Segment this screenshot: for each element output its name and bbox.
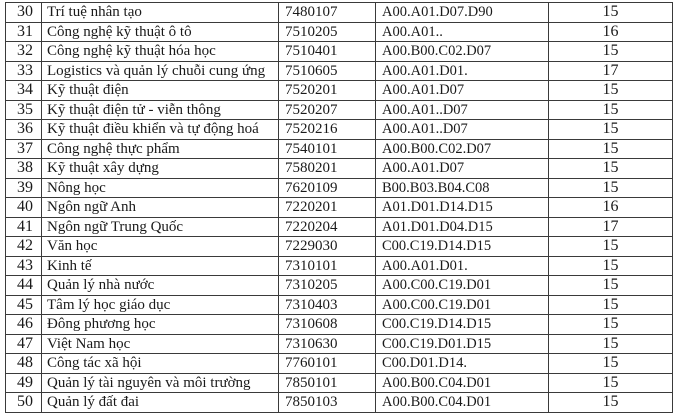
table-row [6,139,673,159]
major-code: 7310630 [279,334,376,354]
major-name: Việt Nam học [42,334,279,354]
major-code: 7850101 [279,373,376,393]
major-code: 7229030 [279,237,376,257]
table-row [6,61,673,81]
minimum-score: 15 [549,159,673,179]
row-number: 43 [6,256,42,276]
table-row [6,3,673,23]
subject-combinations: A00.A01..D07 [376,120,549,140]
minimum-score: 15 [549,373,673,393]
row-number: 32 [6,42,42,62]
minimum-score: 15 [549,100,673,120]
admission-scores-document [5,2,673,413]
subject-combinations: A00.C00.C19.D01 [376,276,549,296]
subject-combinations: A00.A01.. [376,22,549,42]
subject-combinations: A00.A01.D01. [376,61,549,81]
major-code: 7520201 [279,81,376,101]
row-number: 48 [6,354,42,374]
major-name: Quản lý đất đai [42,393,279,413]
subject-combinations: C00.D01.D14. [376,354,549,374]
major-name: Kỹ thuật điều khiển và tự động hoá [42,120,279,140]
major-code: 7580201 [279,159,376,179]
major-code: 7520216 [279,120,376,140]
row-number: 40 [6,198,42,218]
major-code: 7310403 [279,295,376,315]
row-number: 41 [6,217,42,237]
row-number: 50 [6,393,42,413]
major-code: 7310101 [279,256,376,276]
table-row [6,237,673,257]
major-code: 7620109 [279,178,376,198]
major-code: 7760101 [279,354,376,374]
table-row [6,354,673,374]
row-number: 42 [6,237,42,257]
subject-combinations: A00.C00.C19.D01 [376,295,549,315]
table-row [6,159,673,179]
row-number: 49 [6,373,42,393]
minimum-score: 15 [549,295,673,315]
subject-combinations: C00.C19.D14.D15 [376,315,549,335]
row-number: 35 [6,100,42,120]
row-number: 36 [6,120,42,140]
subject-combinations: A00.A01.D07 [376,81,549,101]
table-row [6,295,673,315]
subject-combinations: A00.A01..D07 [376,100,549,120]
minimum-score: 15 [549,81,673,101]
major-code: 7520207 [279,100,376,120]
table-row [6,100,673,120]
major-code: 7310205 [279,276,376,296]
row-number: 39 [6,178,42,198]
major-code: 7220204 [279,217,376,237]
subject-combinations: A01.D01.D04.D15 [376,217,549,237]
minimum-score: 15 [549,42,673,62]
major-name: Công nghệ kỹ thuật hóa học [42,42,279,62]
major-code: 7480107 [279,3,376,23]
row-number: 33 [6,61,42,81]
subject-combinations: B00.B03.B04.C08 [376,178,549,198]
subject-combinations: A00.A01.D07.D90 [376,3,549,23]
minimum-score: 15 [549,354,673,374]
major-name: Đông phương học [42,315,279,335]
major-name: Tâm lý học giáo dục [42,295,279,315]
major-name: Kỹ thuật xây dựng [42,159,279,179]
table-row [6,393,673,413]
minimum-score: 16 [549,22,673,42]
minimum-score: 15 [549,139,673,159]
minimum-score: 15 [549,237,673,257]
major-name: Công tác xã hội [42,354,279,374]
major-code: 7510605 [279,61,376,81]
table-row [6,373,673,393]
minimum-score: 15 [549,178,673,198]
major-code: 7310608 [279,315,376,335]
major-code: 7850103 [279,393,376,413]
table-row [6,120,673,140]
row-number: 46 [6,315,42,335]
table-row [6,217,673,237]
subject-combinations: A00.A01.D01. [376,256,549,276]
table-row [6,256,673,276]
major-code: 7510205 [279,22,376,42]
row-number: 44 [6,276,42,296]
subject-combinations: A00.B00.C02.D07 [376,42,549,62]
table-row [6,22,673,42]
major-name: Ngôn ngữ Trung Quốc [42,217,279,237]
major-name: Ngôn ngữ Anh [42,198,279,218]
row-number: 45 [6,295,42,315]
minimum-score: 17 [549,61,673,81]
subject-combinations: C00.C19.D14.D15 [376,237,549,257]
row-number: 37 [6,139,42,159]
minimum-score: 15 [549,315,673,335]
row-number: 38 [6,159,42,179]
major-name: Văn học [42,237,279,257]
subject-combinations: A00.A01.D07 [376,159,549,179]
table-row [6,81,673,101]
table-row [6,178,673,198]
major-name: Kinh tế [42,256,279,276]
table-row [6,276,673,296]
subject-combinations: A00.B00.C04.D01 [376,373,549,393]
subject-combinations: C00.C19.D01.D15 [376,334,549,354]
major-name: Công nghệ thực phẩm [42,139,279,159]
minimum-score: 15 [549,276,673,296]
admission-scores-table [5,2,673,413]
major-code: 7510401 [279,42,376,62]
row-number: 47 [6,334,42,354]
minimum-score: 15 [549,120,673,140]
table-row [6,42,673,62]
table-row [6,334,673,354]
major-name: Nông học [42,178,279,198]
row-number: 30 [6,3,42,23]
minimum-score: 16 [549,198,673,218]
table-row [6,315,673,335]
table-body [6,3,673,413]
minimum-score: 15 [549,256,673,276]
major-name: Quản lý tài nguyên và môi trường [42,373,279,393]
minimum-score: 17 [549,217,673,237]
major-code: 7540101 [279,139,376,159]
major-name: Công nghệ kỹ thuật ô tô [42,22,279,42]
row-number: 31 [6,22,42,42]
major-name: Kỹ thuật điện tử - viễn thông [42,100,279,120]
major-name: Quản lý nhà nước [42,276,279,296]
subject-combinations: A00.B00.C02.D07 [376,139,549,159]
major-name: Logistics và quản lý chuỗi cung ứng [42,61,279,81]
major-code: 7220201 [279,198,376,218]
major-name: Kỹ thuật điện [42,81,279,101]
subject-combinations: A01.D01.D14.D15 [376,198,549,218]
minimum-score: 15 [549,393,673,413]
minimum-score: 15 [549,334,673,354]
subject-combinations: A00.B00.C04.D01 [376,393,549,413]
row-number: 34 [6,81,42,101]
table-row [6,198,673,218]
minimum-score: 15 [549,3,673,23]
major-name: Trí tuệ nhân tạo [42,3,279,23]
